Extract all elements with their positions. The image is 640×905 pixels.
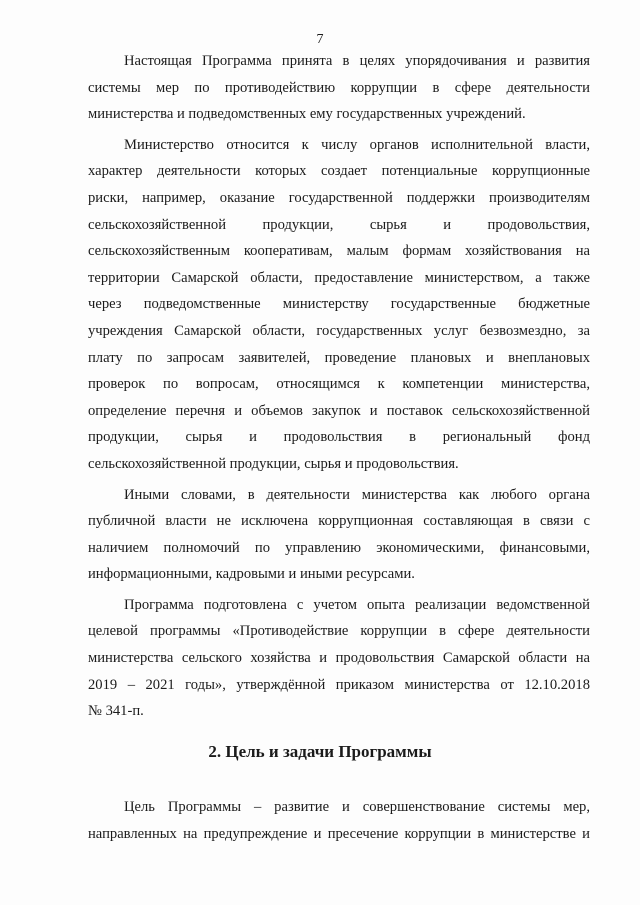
paragraph-purpose — [88, 48, 590, 128]
text-line: Иными словами, в деятельности министерства как любого органа — [124, 486, 590, 503]
text-line: характер деятельности которых создает потенциальные коррупционные — [88, 163, 590, 180]
text-line: плату по запросам заявителей, проведение плановых и внеплановых — [88, 349, 590, 366]
paragraph-goal — [88, 794, 590, 847]
paragraph-prepared — [88, 592, 590, 725]
text-line: Программа подготовлена с учетом опыта реализации ведомственной — [124, 596, 590, 613]
text-line: министерства и подведомственных ему государственных учреждений. — [88, 106, 526, 123]
text-line: определение перечня и объемов закупок и поставок сельскохозяйственной — [88, 402, 590, 419]
text-line: наличием полномочий по управлению экономическими, финансовыми, — [88, 539, 590, 556]
text-line: учреждения Самарской области, государственных услуг безвозмездно, за — [88, 322, 590, 339]
text-line: сельскохозяйственной продукции, сырья и продовольствия, — [88, 216, 590, 233]
text-line: публичной власти не исключена коррупционная составляющая в связи с — [88, 513, 590, 530]
text-line: № 341-п. — [88, 703, 144, 720]
text-line: сельскохозяйственным кооперативам, малым формам хозяйствования на — [88, 243, 590, 260]
text-line: министерства сельского хозяйства и продовольствия Самарской области на — [88, 650, 590, 667]
text-line: Цель Программы – развитие и совершенствование системы мер, — [124, 799, 590, 815]
text-line: продукции, сырья и продовольствия в региональный фонд — [88, 429, 590, 446]
paragraph-in-other-words — [88, 482, 590, 588]
text-line: целевой программы «Противодействие коррупции в сфере деятельности — [88, 623, 590, 640]
text-line: территории Самарской области, предоставление министерством, а также — [88, 269, 590, 286]
text-line: 2019 – 2021 годы», утверждённой приказом министерства от 12.10.2018 — [88, 676, 590, 693]
text-line: Настоящая Программа принята в целях упорядочивания и развития — [124, 53, 590, 69]
text-line: системы мер по противодействию коррупции в сфере деятельности — [88, 79, 590, 96]
page-number: 7 — [316, 32, 324, 47]
text-line: через подведомственные министерству государственные бюджетные — [88, 296, 590, 313]
text-line: направленных на предупреждение и пресечение коррупции в министерстве и — [88, 825, 590, 842]
paragraph-ministry — [88, 132, 590, 478]
text-line: риски, например, оказание государственной поддержки производителям — [88, 189, 590, 206]
body-text — [88, 48, 590, 725]
section-body-text — [88, 794, 590, 847]
text-line: Министерство относится к числу органов исполнительной власти, — [124, 136, 590, 153]
section-heading: 2. Цель и задачи Программы — [208, 742, 432, 761]
text-line: проверок по вопросам, относящимся к компетенции министерства, — [88, 376, 590, 393]
text-line: сельскохозяйственной продукции, сырья и продовольствия. — [88, 455, 459, 472]
text-line: информационными, кадровыми и иными ресурсами. — [88, 566, 415, 583]
